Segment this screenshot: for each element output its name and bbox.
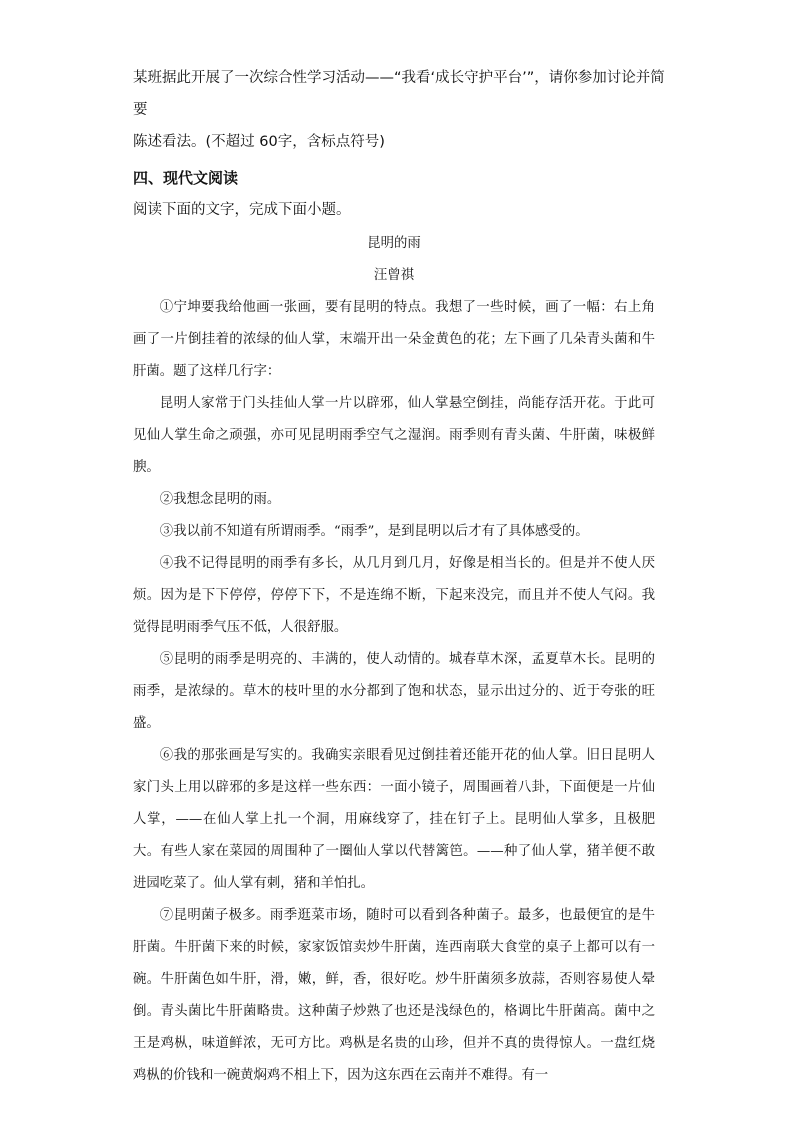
intro-line-2: 陈述看法。(不超过 60字，含标点符号) — [133, 134, 385, 150]
question-intro — [133, 62, 673, 158]
paragraph-6: ⑥我的那张画是写实的。我确实亲眼看见过倒挂着还能开花的仙人掌。旧日昆明人家门头上用以辟邪的多是这样一些东西：一面小镜子，周围画着八卦，下面便是一片仙人掌，——在仙人掌上扎一个洞，用麻线穿了，挂在钉子上。昆明仙人掌多，且极肥大。有些人家在菜园的周围种了一圈仙人掌以代替篱笆。——种了仙人掌，猪羊便不敢进园吃菜了。仙人掌有刺，猪和羊怕扎。 — [133, 748, 655, 891]
paragraph-quote: 昆明人家常于门头挂仙人掌一片以辟邪，仙人掌悬空倒挂，尚能存活开花。于此可见仙人掌生命之顽强，亦可见昆明雨季空气之湿润。雨季则有青头菌、牛肝菌，味极鲜腴。 — [133, 396, 655, 475]
article — [133, 228, 655, 1092]
reading-instruction: 阅读下面的文字，完成下面小题。 — [133, 202, 351, 218]
paragraph-2: ②我想念昆明的雨。 — [159, 492, 281, 507]
paragraph-3: ③我以前不知道有所谓雨季。“雨季”，是到昆明以后才有了具体感受的。 — [159, 524, 589, 539]
paragraph-5: ⑤昆明的雨季是明亮的、丰满的，使人动情的。城春草木深，孟夏草木长。昆明的雨季，是浓绿的。草木的枝叶里的水分都到了饱和状态，显示出过分的、近于夸张的旺盛。 — [133, 652, 655, 731]
paragraph-4: ④我不记得昆明的雨季有多长，从几月到几月，好像是相当长的。但是并不使人厌烦。因为是下下停停，停停下下，不是连绵不断，下起来没完，而且并不使人气闷。我觉得昆明雨季气压不低，人很舒服。 — [133, 556, 655, 635]
paragraph-7: ⑦昆明菌子极多。雨季逛菜市场，随时可以看到各种菌子。最多，也最便宜的是牛肝菌。牛肝菌下来的时候，家家饭馆卖炒牛肝菌，连西南联大食堂的桌子上都可以有一碗。牛肝菌色如牛肝，滑，嫩，鲜，香，很好吃。炒牛肝菌须多放蒜，否则容易使人晕倒。青头菌比牛肝菌略贵。这种菌子炒熟了也还是浅绿色的，格调比牛肝菌高。菌中之王是鸡枞，味道鲜浓，无可方比。鸡枞是名贵的山珍，但并不真的贵得惊人。一盘红烧鸡枞的价钱和一碗黄焖鸡不相上下，因为这东西在云南并不难得。有一 — [133, 908, 655, 1083]
section-title: 四、现代文阅读 — [133, 169, 239, 187]
paragraph-1: ①宁坤要我给他画一张画，要有昆明的特点。我想了一些时候，画了一幅：右上角画了一片倒挂着的浓绿的仙人掌，末端开出一朵金黄色的花；左下画了几朵青头菌和牛肝菌。题了这样几行字： — [133, 300, 655, 379]
article-author: 汪曾祺 — [373, 268, 415, 283]
article-title: 昆明的雨 — [367, 236, 421, 251]
intro-line-1: 某班据此开展了一次综合性学习活动——“我看‘成长守护平台’”，请你参加讨论并简要 — [133, 70, 665, 118]
